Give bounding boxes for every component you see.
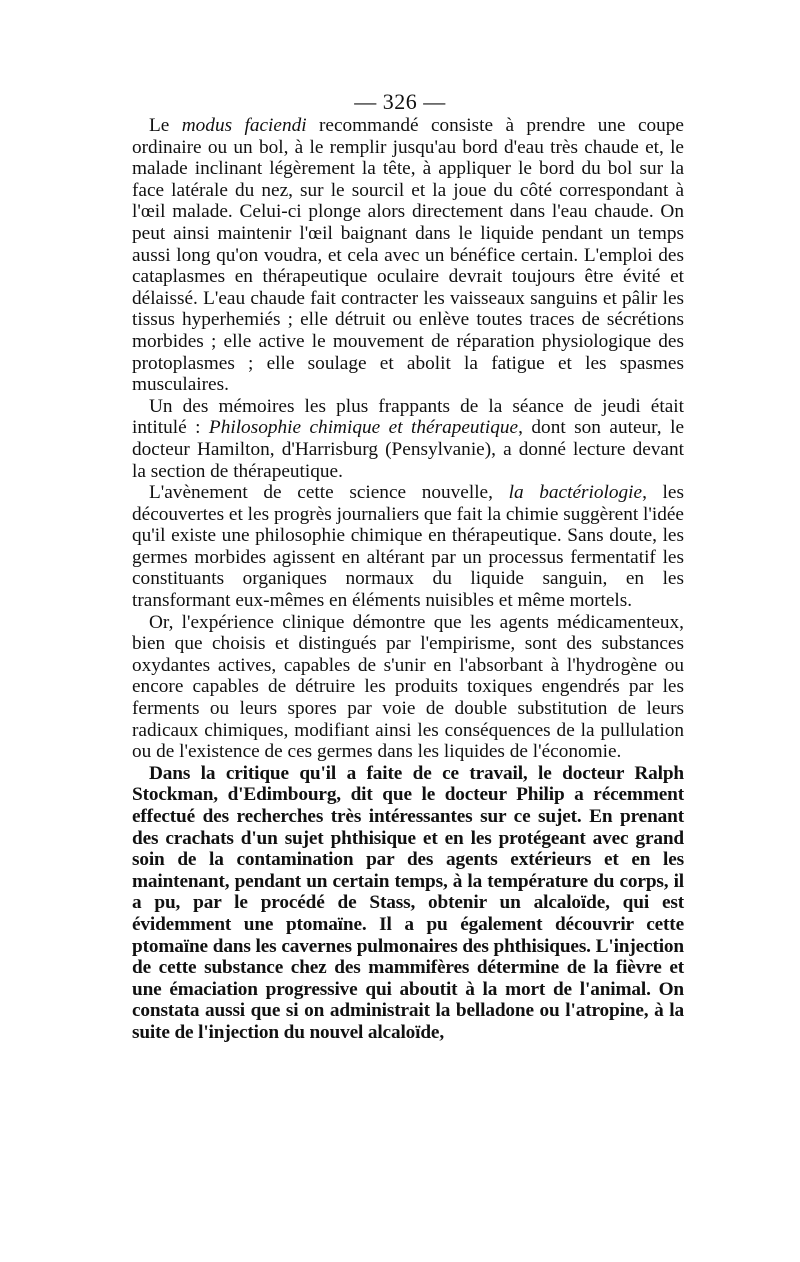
paragraph-4: [132, 612, 684, 763]
text-run: Le: [149, 115, 182, 136]
paragraph-1: [132, 115, 684, 396]
text-run: , dont son auteur, le docteur Hamilton, d'Harrisburg (Pensylvanie), a donné lecture devant la section de thérapeutique.: [132, 417, 685, 482]
paragraph-3: [132, 482, 684, 612]
text-run: Un des mémoires les plus frappants de la séance de jeudi était intitulé :: [132, 395, 684, 439]
text-run: Or, l'expérience clinique démontre que les agents médicamenteux, bien que choisis et distingués par l'empirisme, sont des substances oxydantes actives, capables de s'unir en l'absorbant à l'hydrogène ou encore capables de détruire les produits toxiques engendrés par les ferments ou leurs spores par voie de double substitution de leurs radicaux chimiques, modifiant ainsi les conséquences de la pullulation ou de l'existence de ces germes dans les liquides de l'économie.: [132, 611, 684, 763]
paragraph-5: [132, 763, 684, 1044]
paragraph-2: [132, 396, 684, 482]
text-run: Dans la critique qu'il a faite de ce travail, le docteur Ralph Stockman, d'Edimbourg, dit que le docteur Philip a récemment effectué des recherches très intéressantes sur ce sujet. En prenant des crachats d'un sujet phthisique et en les protégeant avec grand soin de la contamination par des agents extérieurs et en les maintenant, pendant un certain temps, à la température du corps, il a pu, par le procédé de Stass, obtenir un alcaloïde, qui est évidemment une ptomaïne. Il a pu également découvrir cette ptomaïne dans les cavernes pulmonaires des phthisiques. L'injection de cette substance chez des mammifères détermine de la fièvre et une émaciation progressive qui aboutit à la mort de l'animal. On constata aussi que si on administrait la belladone ou l'atropine, à la suite de l'injection du nouvel alcaloïde,: [132, 762, 684, 1043]
body-text: [132, 115, 684, 1044]
italic-text-run: modus faciendi: [181, 115, 307, 136]
italic-text-run: Philosophie chimique et thérapeutique: [208, 417, 519, 439]
text-run: , les découvertes et les progrès journaliers que fait la chimie suggèrent l'idée qu'il existe une philosophie chimique en thérapeutique. Sans doute, les germes morbides agissent en altérant par un processus fermentatif les constituants organiques normaux du liquide sanguin, en les transformant eux-mêmes en éléments nuisibles et même mortels.: [132, 482, 684, 612]
text-run: recommandé consiste à prendre une coupe ordinaire ou un bol, à le remplir jusqu'au bord d'eau très chaude et, le malade inclinant légèrement la tête, à appliquer le bord du bol sur la face latérale du nez, sur le sourcil et la joue du côté correspondant à l'œil malade. Celui-ci plonge alors directement dans l'eau chaude. On peut ainsi maintenir l'œil baignant dans le liquide pendant un temps aussi long qu'on voudra, et cela avec un bénéfice certain. L'emploi des cataplasmes en thérapeutique oculaire devrait toujours être évité et délaissé. L'eau chaude fait contracter les vaisseaux sanguins et pâlir les tissus hyperhemiés ; elle détruit ou enlève toutes traces de sécrétions morbides ; elle active le mouvement de réparation physiologique des protoplasmes ; elle soulage et abolit la fatigue et les spasmes musculaires.: [132, 115, 684, 396]
text-run: L'avènement de cette science nouvelle,: [149, 482, 509, 504]
italic-text-run: la bactériologie: [508, 482, 643, 504]
page-number: — 326 —: [354, 89, 446, 114]
